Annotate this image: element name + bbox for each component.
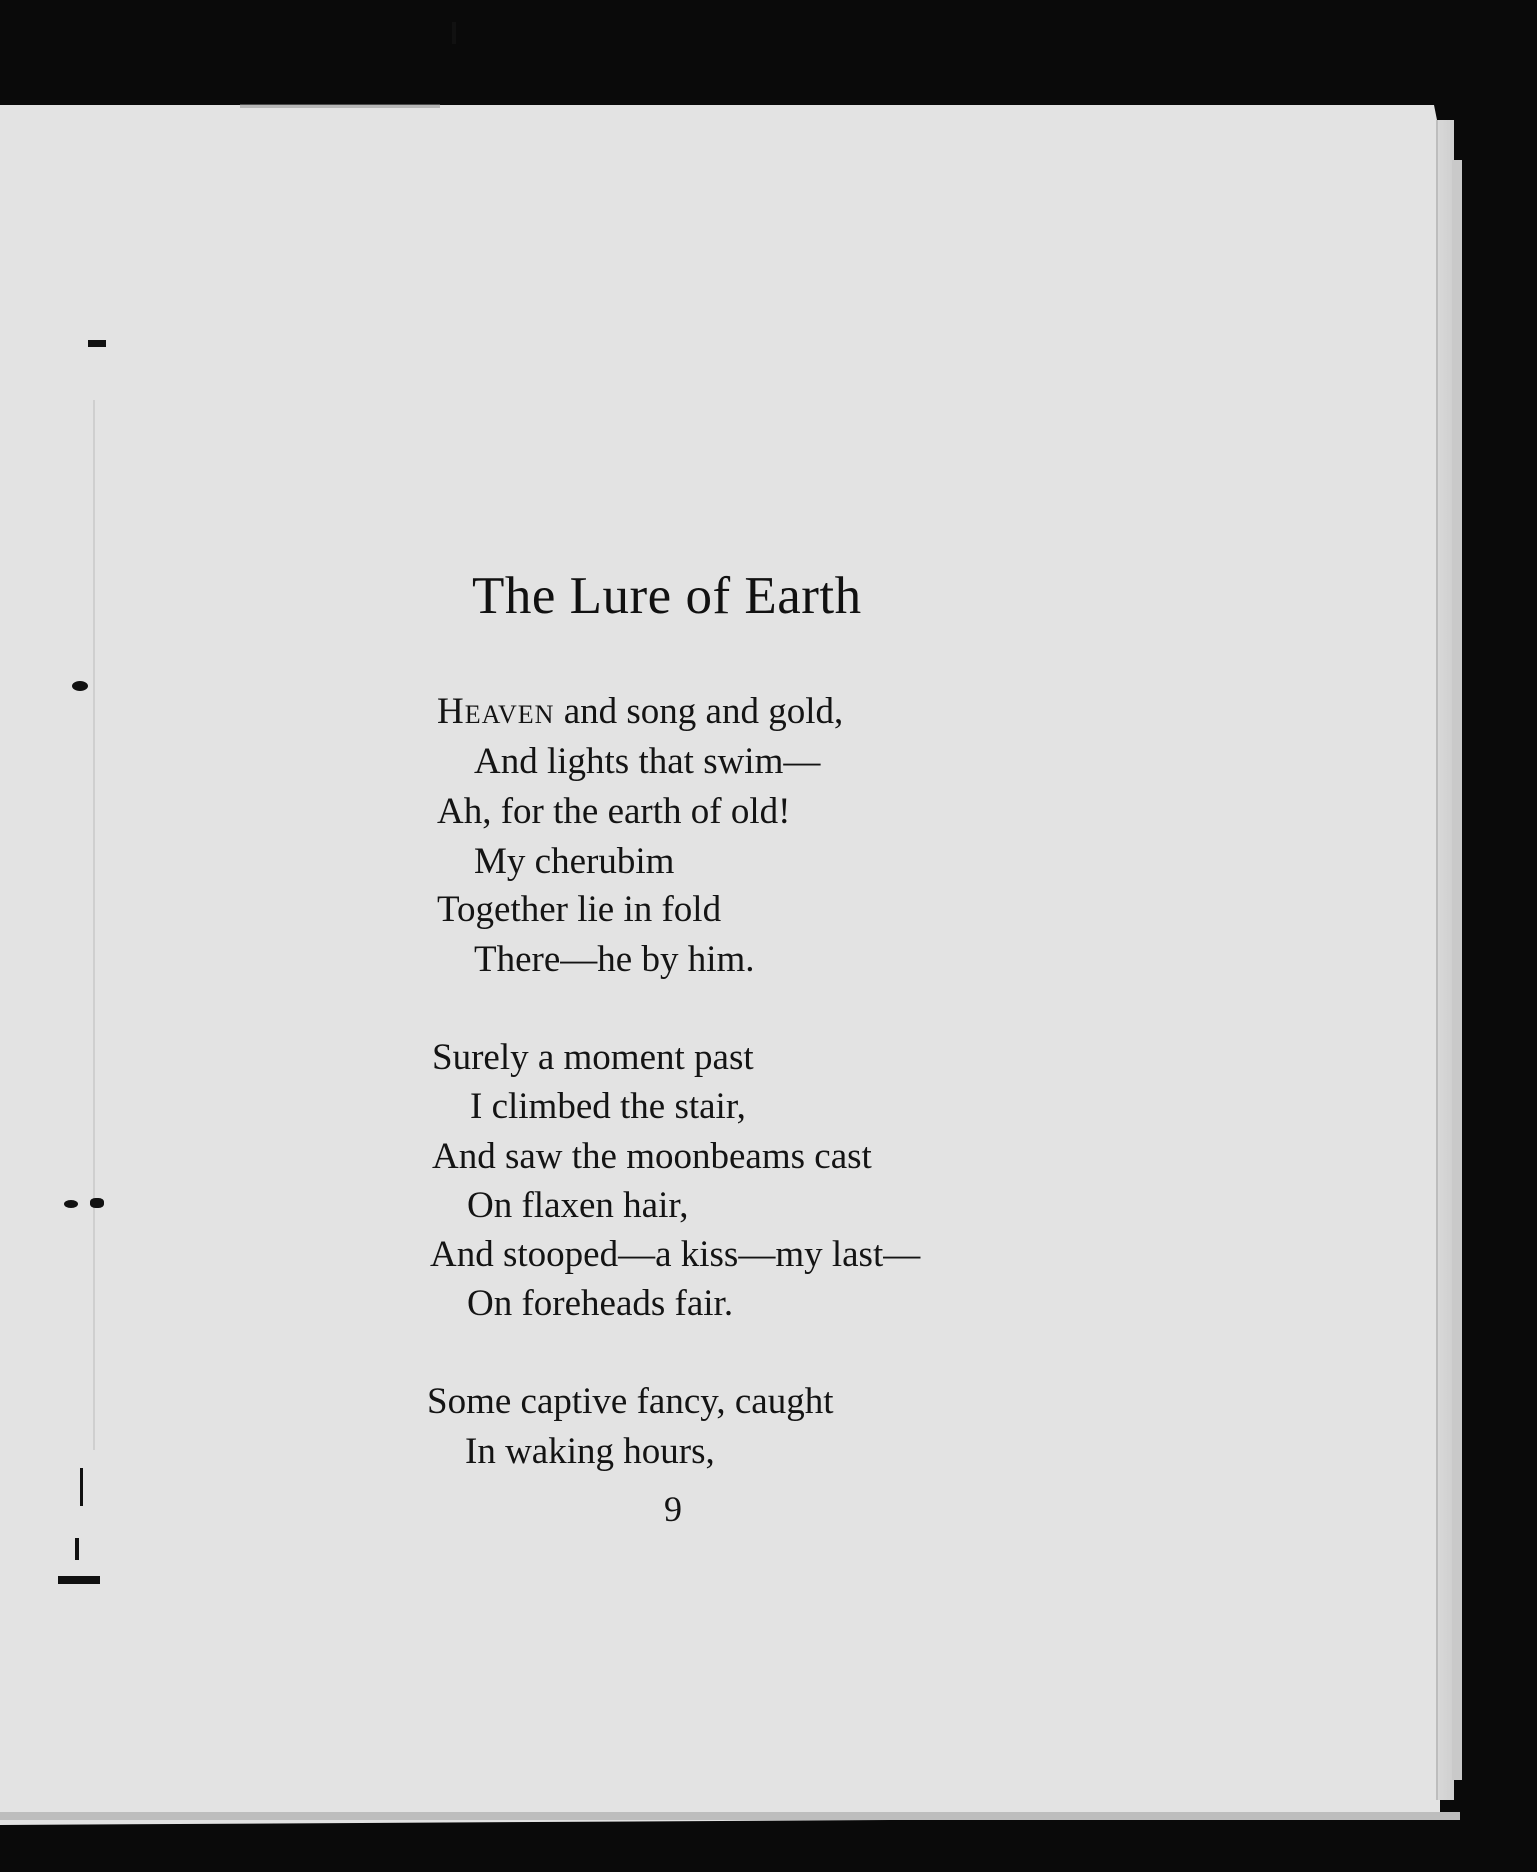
poem-line: Surely a moment past — [432, 1037, 754, 1078]
margin-mark — [88, 340, 106, 347]
poem-line: And lights that swim— — [474, 741, 821, 782]
poem-line: In waking hours, — [465, 1431, 715, 1472]
margin-mark — [75, 1538, 79, 1560]
margin-mark — [80, 1468, 83, 1506]
poem-line — [437, 690, 843, 733]
margin-mark — [64, 1200, 78, 1208]
poem-line: I climbed the stair, — [470, 1086, 746, 1127]
top-mark — [452, 22, 456, 44]
poem-line-rest: and song and gold, — [554, 691, 844, 732]
page-edge-inner — [1452, 160, 1462, 1780]
poem-title: The Lure of Earth — [472, 567, 862, 625]
poem-line: And stooped—a kiss—my last— — [430, 1234, 921, 1275]
page-number: 9 — [664, 1489, 682, 1529]
margin-mark — [58, 1576, 100, 1584]
poem-line: Some captive fancy, caught — [427, 1381, 834, 1422]
poem-line: On flaxen hair, — [467, 1185, 689, 1226]
margin-mark — [90, 1198, 104, 1208]
page-top-edge — [240, 104, 440, 108]
poem-line: My cherubim — [474, 841, 675, 882]
poem-line: And saw the moonbeams cast — [432, 1136, 872, 1177]
page-bottom-edge — [0, 1812, 1460, 1820]
poem-line: Ah, for the earth of old! — [437, 791, 791, 832]
poem-line: There—he by him. — [474, 939, 755, 980]
poem-line: Together lie in fold — [437, 889, 722, 930]
margin-mark — [72, 681, 88, 691]
poem-line: On foreheads fair. — [467, 1283, 734, 1324]
first-word: Heaven — [437, 691, 555, 732]
gutter-line — [93, 400, 95, 1450]
